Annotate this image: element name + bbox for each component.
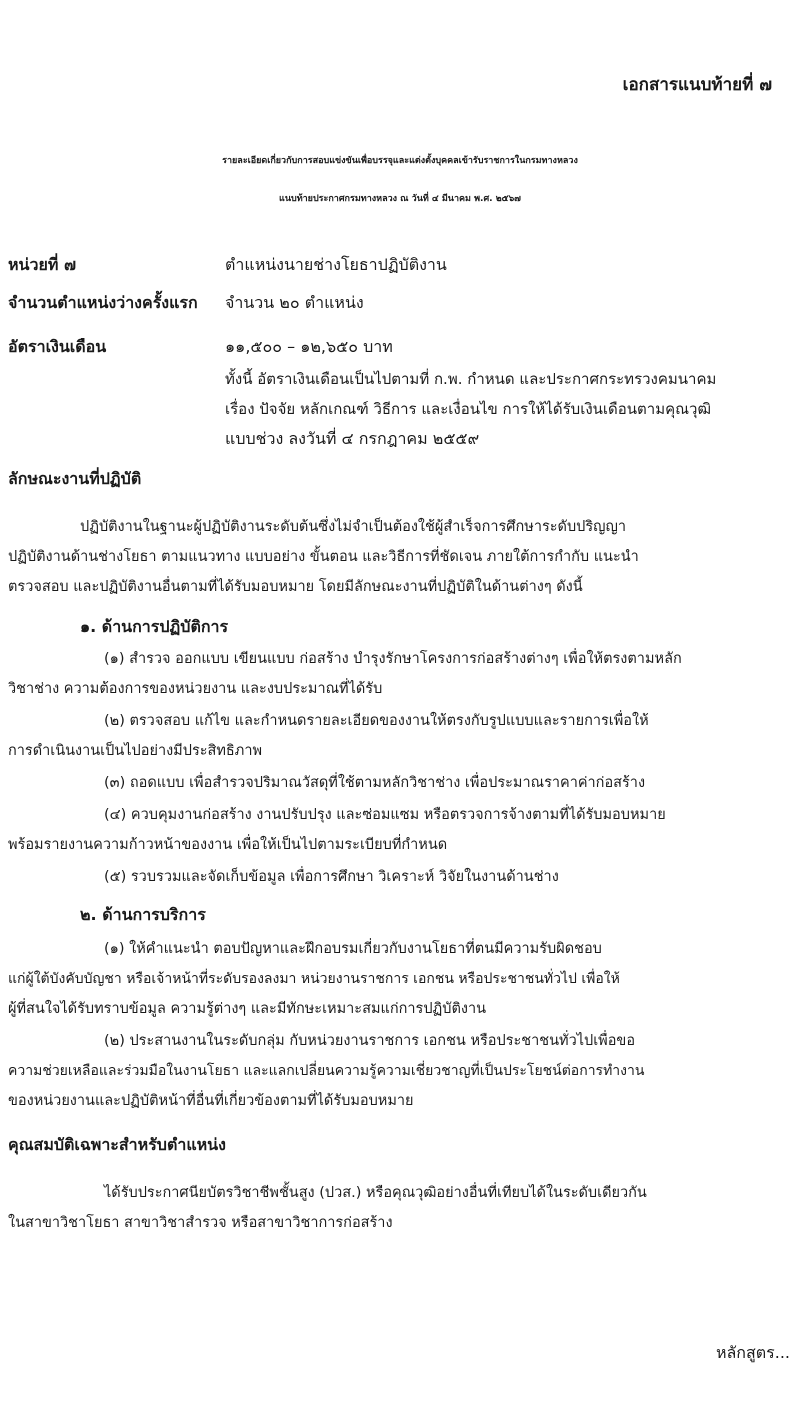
continuation-text: หลักสูตร... [715,1343,790,1362]
section2-item2-line2: ความช่วยเหลือและร่วมมือในงานโยธา และแลกเปลี่ยนความรู้ความเชี่ยวชาญที่เป็นประโยชน์ต่อการทำงาน [8,1063,645,1079]
job-nature-intro-line: ตรวจสอบ และปฏิบัติงานอื่นตามที่ได้รับมอบหมาย โดยมีลักษณะงานที่ปฏิบัติในด้านต่างๆ ดังนี้ [8,579,583,595]
section2-heading: ๒. ด้านการบริการ [80,905,206,924]
section2-item2-line1: (๒) ประสานงานในระดับกลุ่ม กับหน่วยงานราชการ เอกชน หรือประชาชนทั่วไปเพื่อขอ [104,1033,636,1049]
section1-item1-line2: วิชาช่าง ความต้องการของหน่วยงาน และงบประมาณที่ได้รับ [8,681,383,697]
section1-item2-line1: (๒) ตรวจสอบ แก้ไข และกำหนดรายละเอียดของงานให้ตรงกับรูปแบบและรายการเพื่อให้ [104,713,649,729]
salary-value: ๑๑,๕๐๐ – ๑๒,๖๕๐ บาท [225,337,393,356]
qualification-line2: ในสาขาวิชาโยธา สาขาวิชาสำรวจ หรือสาขาวิชาการก่อสร้าง [8,1215,393,1231]
job-nature-intro-line: ปฏิบัติงานในฐานะผู้ปฏิบัติงานระดับต้นซึ่งไม่จำเป็นต้องใช้ผู้สำเร็จการศึกษาระดับปริญญา [80,519,627,535]
section1-item5-line1: (๕) รวบรวมและจัดเก็บข้อมูล เพื่อการศึกษา วิเคราะห์ วิจัยในงานด้านช่าง [104,869,559,885]
section1-item4-line1: (๔) ควบคุมงานก่อสร้าง งานปรับปรุง และซ่อมแซม หรือตรวจการจ้างตามที่ได้รับมอบหมาย [104,807,666,823]
section1-heading: ๑. ด้านการปฏิบัติการ [80,617,229,636]
section1-item2-line2: การดำเนินงานเป็นไปอย่างมีประสิทธิภาพ [8,743,263,759]
job-nature-intro-line: ปฏิบัติงานด้านช่างโยธา ตามแนวทาง แบบอย่าง ขั้นตอน และวิธีการที่ชัดเจน ภายใต้การกำกับ แนะนำ [8,549,639,565]
section1-item4-line2: พร้อมรายงานความก้าวหน้าของงาน เพื่อให้เป็นไปตามระเบียบที่กำหนด [8,837,448,853]
section2-item1-line3: ผู้ที่สนใจได้รับทราบข้อมูล ความรู้ต่างๆ และมีทักษะเหมาะสมแก่การปฏิบัติงาน [8,1001,487,1017]
qualification-heading: คุณสมบัติเฉพาะสำหรับตำแหน่ง [8,1135,226,1154]
document-title-line1: รายละเอียดเกี่ยวกับการสอบแข่งขันเพื่อบรรจุและแต่งตั้งบุคคลเข้ารับราชการในกรมทางหลวง [222,156,578,166]
section2-item1-line2: แก่ผู้ใต้บังคับบัญชา หรือเจ้าหน้าที่ระดับรองลงมา หน่วยงานราชการ เอกชน หรือประชาชนทั่วไป เพื่อให้ [8,971,620,987]
vacancies-label: จำนวนตำแหน่งว่างครั้งแรก [8,293,198,312]
section2-item2-line3: ของหน่วยงานและปฏิบัติหน้าที่อื่นที่เกี่ยวข้องตามที่ได้รับมอบหมาย [8,1093,414,1109]
salary-label: อัตราเงินเดือน [8,337,107,356]
salary-note-line: แบบช่วง ลงวันที่ ๔ กรกฎาคม ๒๕๕๙ [225,429,480,448]
attachment-label: เอกสารแนบท้ายที่ ๗ [622,75,772,95]
job-nature-heading: ลักษณะงานที่ปฏิบัติ [8,469,142,488]
section1-item3-line1: (๓) ถอดแบบ เพื่อสำรวจปริมาณวัสดุที่ใช้ตามหลักวิชาช่าง เพื่อประมาณราคาค่าก่อสร้าง [104,775,646,791]
qualification-line1: ได้รับประกาศนียบัตรวิชาชีพชั้นสูง (ปวส.) หรือคุณวุฒิอย่างอื่นที่เทียบได้ในระดับเดียวกัน [104,1185,647,1201]
vacancies-value: จำนวน ๒๐ ตำแหน่ง [225,293,364,312]
unit-value: ตำแหน่งนายช่างโยธาปฏิบัติงาน [225,255,447,274]
unit-label: หน่วยที่ ๗ [8,255,76,274]
section2-item1-line1: (๑) ให้คำแนะนำ ตอบปัญหาและฝึกอบรมเกี่ยวกับงานโยธาที่ตนมีความรับผิดชอบ [104,941,602,957]
salary-note-line: ทั้งนี้ อัตราเงินเดือนเป็นไปตามที่ ก.พ. กำหนด และประกาศกระทรวงคมนาคม [225,370,717,388]
salary-note-line: เรื่อง ปัจจัย หลักเกณฑ์ วิธีการ และเงื่อนไข การให้ได้รับเงินเดือนตามคุณวุฒิ [225,400,711,418]
document-title-line2: แนบท้ายประกาศกรมทางหลวง ณ วันที่ ๔ มีนาคม พ.ศ. ๒๕๖๗ [279,194,521,204]
section1-item1-line1: (๑) สำรวจ ออกแบบ เขียนแบบ ก่อสร้าง บำรุงรักษาโครงการก่อสร้างต่างๆ เพื่อให้ตรงตามหลัก [104,651,682,667]
